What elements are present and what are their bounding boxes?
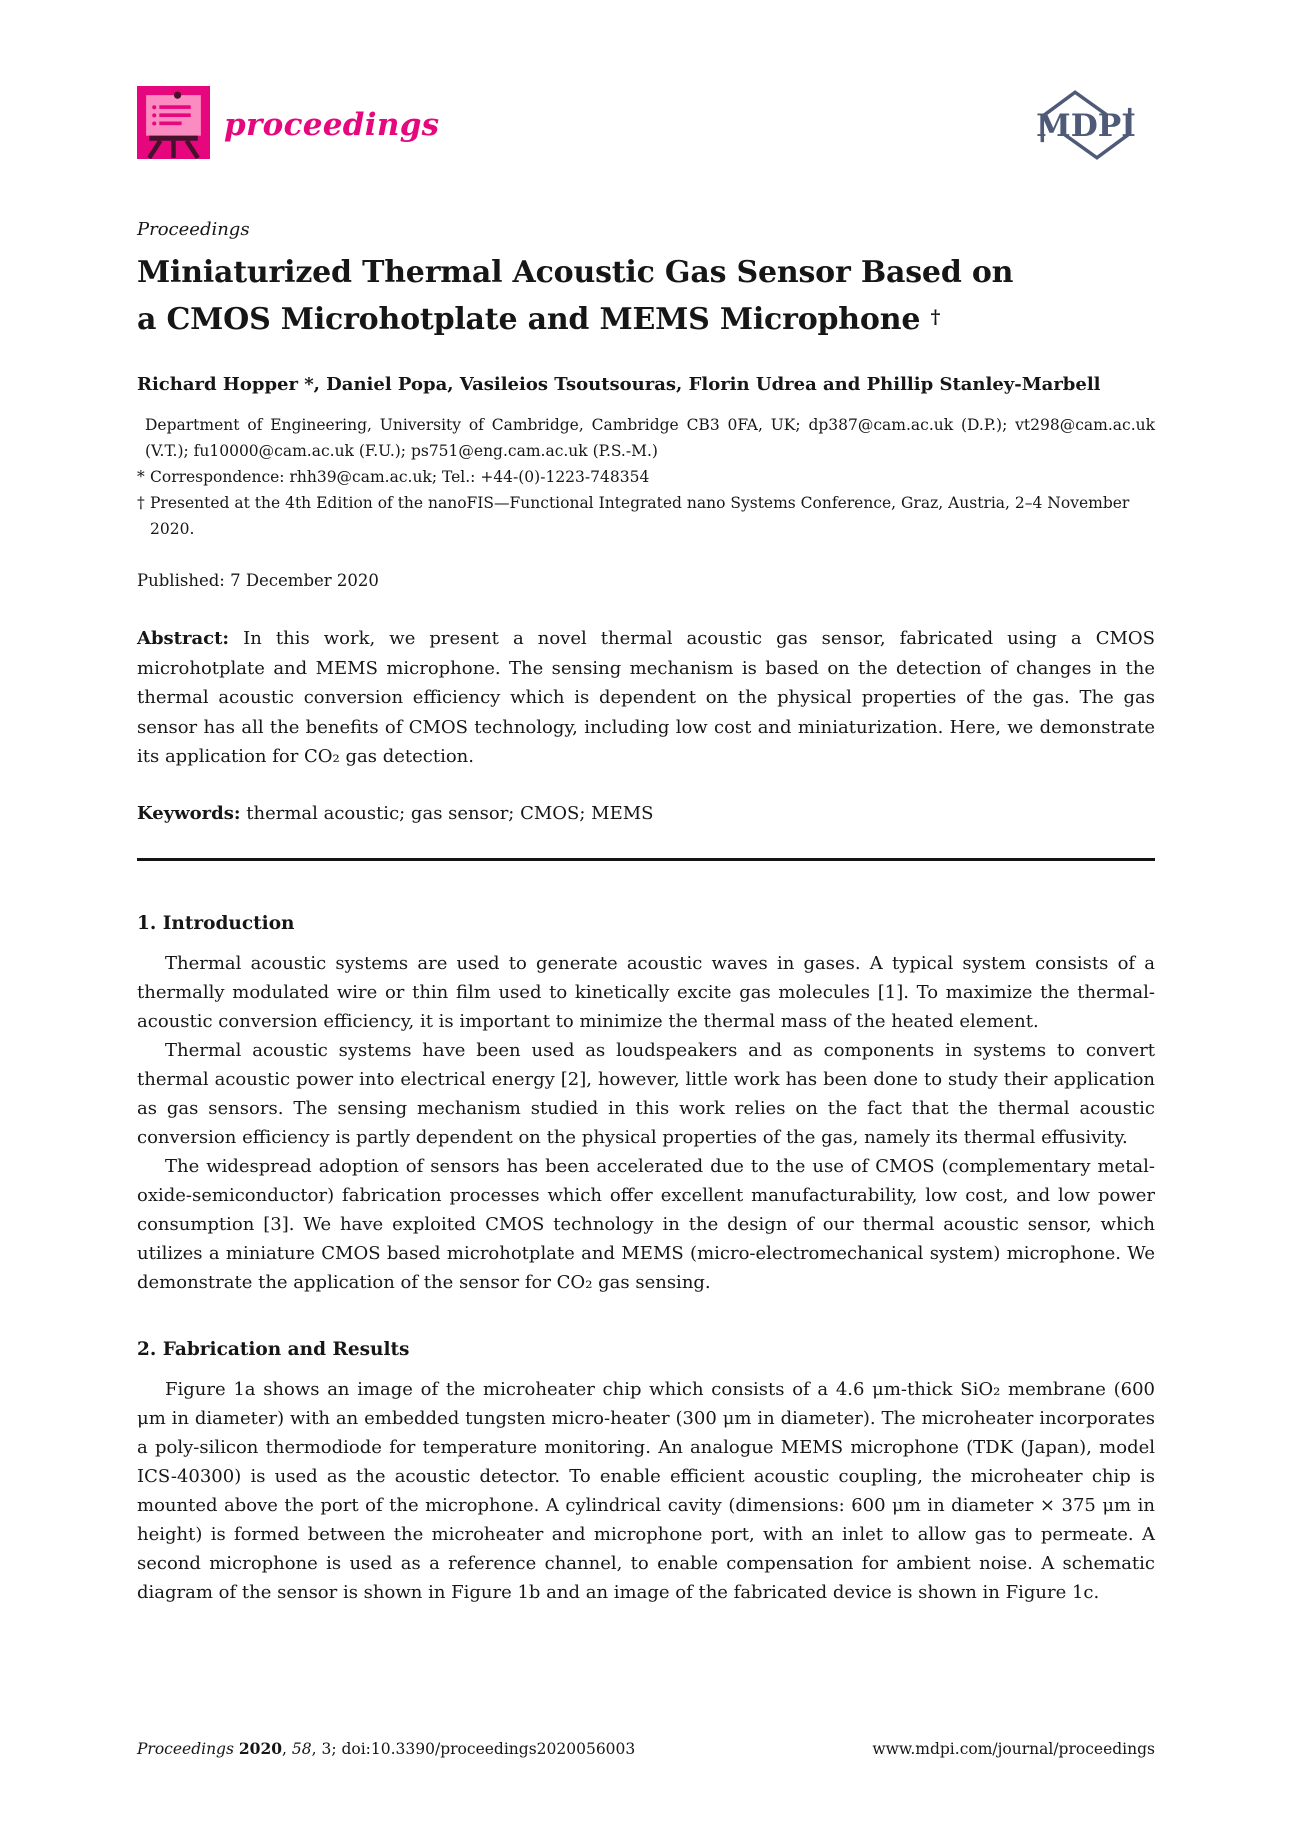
abstract [137,624,1155,772]
authors-line: Richard Hopper *, Daniel Popa, Vasileios Tsoutsouras, Florin Udrea and Phillip Stanley-Marbell [137,374,1101,395]
footer-doi: , 3; doi:10.3390/proceedings2020056003 [311,1740,636,1758]
section-heading-fabrication: 2. Fabrication and Results [137,1338,410,1360]
page-header [137,86,1155,162]
title-line-2: a CMOS Microhotplate and MEMS Microphone [137,302,921,337]
section-heading-introduction: 1. Introduction [137,912,295,934]
footer-journal-name: Proceedings [137,1740,234,1758]
title-dagger: † [930,306,941,328]
keywords [137,799,1155,828]
paragraph: The widespread adoption of sensors has been accelerated due to the use of CMOS (complementary metal-oxide-semiconductor) fabrication processes which offer excellent manufacturability, low cost, and low power consumption [3]. We have exploited CMOS technology in the design of our thermal acoustic sensor, which utilizes a miniature CMOS based microhotplate and MEMS (micro-electromechanical system) microphone. We demonstrate the application of the sensor for CO₂ gas sensing. [137,1155,1155,1293]
journal-label: Proceedings [137,219,250,240]
footer-separator: , [282,1740,292,1758]
svg-text:MDPI: MDPI [1036,107,1136,144]
presented-note [137,490,1155,542]
correspondence-text: Correspondence: rhh39@cam.ac.uk; Tel.: +44-(0)-1223-748354 [150,468,650,486]
page-footer [137,1738,1155,1760]
page-title [137,250,1155,342]
paragraph: Thermal acoustic systems have been used as loudspeakers and as components in systems to convert thermal acoustic power into electrical energy [2], however, little work has been done to study their application as gas sensors. The sensing mechanism studied in this work relies on the fact that the thermal acoustic conversion efficiency is partly dependent on the physical properties of the gas, namely its thermal effusivity. [137,1039,1155,1148]
footer-volume: 58 [291,1740,312,1758]
paragraph: Figure 1a shows an image of the microheater chip which consists of a 4.6 μm-thick SiO₂ membrane (600 μm in diameter) with an embedded tungsten micro-heater (300 μm in diameter). The microheater incorporates a poly-silicon thermodiode for temperature monitoring. An analogue MEMS microphone (TDK (Japan), model ICS-40300) is used as the acoustic detector. To enable efficient acoustic coupling, the microheater chip is mounted above the port of the microphone. A cylindrical cavity (dimensions: 600 μm in diameter × 375 μm in height) is formed between the microheater and microphone port, with an inlet to allow gas to permeate. A second microphone is used as a reference channel, to enable compensation for ambient noise. A schematic diagram of the sensor is shown in Figure 1b and an image of the fabricated device is shown in Figure 1c. [137,1378,1155,1603]
proceedings-logo [137,86,439,159]
published-date: Published: 7 December 2020 [137,571,379,590]
keywords-text: thermal acoustic; gas sensor; CMOS; MEMS [240,802,654,824]
affiliation-text: Department of Engineering, University of Cambridge, Cambridge CB3 0FA, UK; dp387@cam.ac.uk (D.P.); vt298@cam.ac.uk (V.T.); fu10000@cam.ac.uk (F.U.); ps751@eng.cam.ac.uk (P.S.-M.) [145,416,1155,460]
correspondence-marker: * [137,468,145,486]
presented-text: Presented at the 4th Edition of the nanoFIS—Functional Integrated nano Systems Conference, Graz, Austria, 2–4 November 2020. [150,494,1130,538]
abstract-text: In this work, we present a novel thermal acoustic gas sensor, fabricated using a CMOS microhotplate and MEMS microphone. The sensing mechanism is based on the detection of changes in the thermal acoustic conversion efficiency which is dependent on the physical properties of the gas. The gas sensor has all the benefits of CMOS technology, including low cost and miniaturization. Here, we demonstrate its application for CO₂ gas detection. [137,628,1155,767]
correspondence-note [137,464,1155,490]
footer-journal-url[interactable]: www.mdpi.com/journal/proceedings [872,1740,1155,1758]
abstract-label: Abstract: [137,628,230,649]
footer-citation [137,1738,635,1760]
title-line-1: Miniaturized Thermal Acoustic Gas Sensor Based on [137,255,1014,290]
keywords-label: Keywords: [137,802,241,824]
affiliation-block [137,412,1155,542]
paragraph: Thermal acoustic systems are used to generate acoustic waves in gases. A typical system consists of a thermally modulated wire or thin film used to kinetically excite gas molecules [1]. To maximize the thermal-acoustic conversion efficiency, it is important to minimize the thermal mass of the heated element. [137,952,1155,1032]
divider-rule [137,858,1155,861]
journal-wordmark: proceedings [224,107,440,143]
mdpi-logo-icon [1017,86,1155,164]
presented-marker: † [137,494,145,512]
footer-year: 2020 [238,1739,283,1758]
easel-icon [137,86,210,159]
